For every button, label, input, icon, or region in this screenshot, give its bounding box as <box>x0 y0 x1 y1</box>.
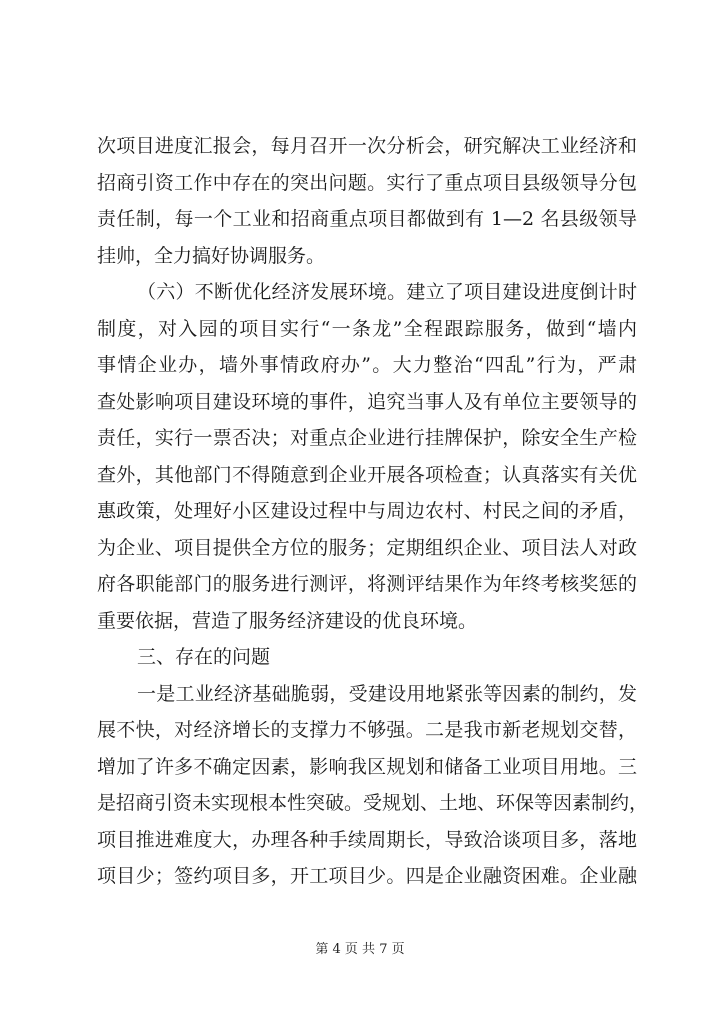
text-line: 次项目进度汇报会，每月召开一次分析会，研究解决工业经济和 <box>97 135 637 157</box>
text-line: 府各职能部门的服务进行测评，将测评结果作为年终考核奖惩的 <box>97 573 637 595</box>
text-line: 查外，其他部门不得随意到企业开展各项检查；认真落实有关优 <box>97 463 637 486</box>
text-line: 项目推进难度大，办理各种手续周期长，导致洽谈项目多，落地 <box>97 828 637 851</box>
text-line: 事情企业办，墙外事情政府办”。大力整治“四乱”行为，严肃 <box>97 354 637 376</box>
text-line: 制度，对入园的项目实行“一条龙”全程跟踪服务，做到“墙内 <box>97 317 637 340</box>
text-line: 三、存在的问题 <box>137 646 271 668</box>
text-line: 增加了许多不确定因素，影响我区规划和储备工业项目用地。三 <box>97 755 637 778</box>
text-line: 责任，实行一票否决；对重点企业进行挂牌保护，除安全生产检 <box>97 427 637 449</box>
body-text <box>97 128 649 895</box>
text-line: （六）不断优化经济发展环境。建立了项目建设进度倒计时 <box>137 281 637 303</box>
text-line: 惠政策，处理好小区建设过程中与周边农村、村民之间的矛盾， <box>97 500 637 522</box>
text-line: 展不快，对经济增长的支撑力不够强。二是我市新老规划交替， <box>97 719 637 741</box>
text-line: 查处影响项目建设环境的事件，追究当事人及有单位主要领导的 <box>97 390 637 413</box>
text-line: 重要依据，营造了服务经济建设的优良环境。 <box>97 609 478 632</box>
page-footer: 第 4 页 共 7 页 <box>315 942 405 957</box>
text-line: 招商引资工作中存在的突出问题。实行了重点项目县级领导分包 <box>97 171 637 194</box>
text-line: 责任制，每一个工业和招商重点项目都做到有 1—2 名县级领导 <box>97 208 637 230</box>
text-line: 项目少；签约项目多，开工项目少。四是企业融资困难。企业融 <box>97 865 637 887</box>
text-line: 为企业、项目提供全方位的服务；定期组织企业、项目法人对政 <box>97 536 637 559</box>
text-line: 是招商引资未实现根本性突破。受规划、土地、环保等因素制约， <box>97 792 649 814</box>
text-line: 挂帅，全力搞好协调服务。 <box>97 244 326 267</box>
text-line: 一是工业经济基础脆弱，受建设用地紧张等因素的制约，发 <box>137 682 637 705</box>
